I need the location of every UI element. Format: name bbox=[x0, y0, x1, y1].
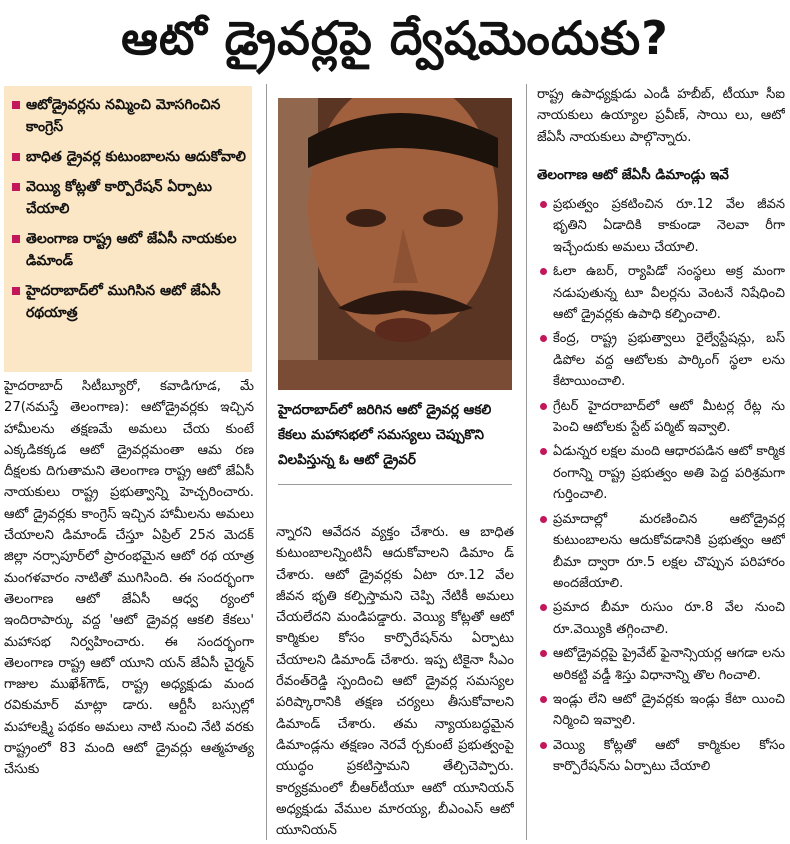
highlight-item: తెలంగాణ రాష్ట్ర ఆటో జేఏసీ నాయకుల డిమాండ్ bbox=[10, 228, 246, 272]
highlight-item: హైదరాబాద్‌లో ముగిసిన ఆటో జేఏసీ రథయాత్ర bbox=[10, 280, 246, 324]
driver-photo bbox=[278, 98, 512, 390]
highlight-item: బాధిత డ్రైవర్ల కుటుంబాలను ఆదుకోవాలి bbox=[10, 146, 246, 168]
demand-item: ప్రభుత్వం ప్రకటించిన రూ.12 వేల జీవన భృతిని ఏడాదికి కాకుండా నెలవా రీగా ఇచ్చేందుకు అమలు చేయాలి. bbox=[537, 194, 785, 258]
article-column-3: రాష్ట్ర ఉపాధ్యక్షుడు ఎండీ హబీబ్, టీయూ సీఐ నాయకులు ఉయ్యాల ప్రవీణ్, సాయి లు, ఆటో జేఏసీ నాయకులు పాల్గొన్నారు. bbox=[537, 87, 785, 145]
highlight-item: వెయ్యి కోట్లతో కార్పొరేషన్ ఏర్పాటు చేయాలి bbox=[10, 176, 246, 220]
demand-item: ఏడున్నర లక్షల మంది ఆధారపడిన ఆటో కార్మిక రంగాన్ని రాష్ట్ర ప్రభుత్వం అతి పెద్ద పరిశ్రమగా గుర్తించాలి. bbox=[537, 441, 785, 505]
column-divider bbox=[526, 84, 527, 840]
demand-item: ప్రమాద బీమా రుసుం రూ.8 వేల నుంచి రూ.వెయ్యికి తగ్గించాలి. bbox=[537, 597, 785, 640]
article-column-2: న్నారని ఆవేదన వ్యక్తం చేశారు. ఆ బాధిత కుటుంబాలన్నింటినీ ఆదుకోవాలని డిమాం డ్ చేశారు. ఆటో డ్రైవర్లకు ఏటా రూ.12 వేల జీవన భృతి కల్పిస్తామని చెప్పి నేటికీ అమలు చేయలేదని మండిపడ్డారు. వెయ్యి కోట్లతో ఆటో కార్మికుల కోసం కార్పొరేషన్‌ను ఏర్పాటు చేయాలని డిమాండ్ చేశారు. ఇప్ప టికైనా సీఎం రేవంత్‌రెడ్డి స్పందించి ఆటో డ్రైవర్ల సమస్యల పరిష్కారానికి తక్షణ చర్యలు తీసుకోవాలని డిమాండ్ చేశారు. తమ న్యాయబద్ధమైన డిమాండ్లను తక్షణం నెరవే ర్చకుంటే ప్రభుత్వంపై యుద్ధం ప్రకటిస్తామని తేల్చిచెప్పారు. కార్యక్రమంలో బీఆర్‌టీయూ ఆటో యూనియన్ అధ్యక్షుడు వేముల మారయ్య, బీఎంఎస్ ఆటో యూనియన్ bbox=[276, 525, 514, 839]
demand-item: ఆటోడ్రైవర్లపై ప్రైవేట్ ఫైనాన్సియర్ల ఆగడా లను అరికట్టి వడ్డీ శిస్తు విధానాన్ని తొల గించాలి. bbox=[537, 643, 785, 686]
demand-item: కేంద్ర, రాష్ట్ర ప్రభుత్వాలు రైల్వేస్టేషన్లు, బస్ డిపోల వద్ద ఆటోలకు పార్కింగ్ స్థలా లను కేటాయించాలి. bbox=[537, 328, 785, 392]
driver-portrait-image bbox=[278, 98, 512, 390]
demand-item: గ్రేటర్ హైదరాబాద్‌లో ఆటో మీటర్ల రేట్ల ను పెంచి ఆటోలకు స్టేట్ పర్మిట్ ఇవ్వాలి. bbox=[537, 396, 785, 439]
highlight-item: ఆటోడ్రైవర్లను నమ్మించి మోసగించిన కాంగ్రెస్ bbox=[10, 94, 246, 138]
column-divider bbox=[266, 84, 267, 840]
demands-title: తెలంగాణ ఆటో జేఏసీ డిమాండ్లు ఇవే bbox=[537, 167, 729, 183]
demands-list bbox=[537, 194, 785, 840]
highlights-box bbox=[4, 86, 252, 372]
demand-item: ప్రమాదాల్లో మరణించిన ఆటోడ్రైవర్ల కుటుంబాలను ఆదుకోవడానికి ప్రభుత్వం ఆటో బీమా ద్వారా రూ.5 లక్షల చొప్పున పరిహారం అందజేయాలి. bbox=[537, 509, 785, 595]
photo-caption: హైదరాబాద్‌లో జరిగిన ఆటో డ్రైవర్ల ఆకలి కేకలు మహాసభలో సమస్యలు చెప్పుకొని విలపిస్తున్న ఓ ఆటో డ్రైవర్ bbox=[278, 402, 492, 468]
caption-divider bbox=[278, 484, 512, 485]
demand-item: వెయ్యి కోట్లతో ఆటో కార్మికుల కోసం కార్పొరేషన్‌ను ఏర్పాటు చేయాలి bbox=[537, 735, 785, 778]
demand-item: ఇండ్లు లేని ఆటో డ్రైవర్లకు ఇండ్లు కేటా యించి నిర్మించి ఇవ్వాలి. bbox=[537, 689, 785, 732]
article-column-1: హైదరాబాద్ సిటీబ్యూరో, కవాడిగూడ, మే 27(నమస్తే తెలంగాణ): ఆటోడ్రైవర్లకు ఇచ్చిన హామీలను తక్షణమే అమలు చేయ కుంటే ఎక్కడికక్కడ ఆటో డ్రైవర్లమంతా ఆమ రణ దీక్షలకు దిగుతామని తెలంగాణ రాష్ట్ర ఆటో జేఏసీ నాయకులు రాష్ట్ర ప్రభుత్వాన్ని హెచ్చరించారు. ఆటో డ్రైవర్లకు కాంగ్రెస్ ఇచ్చిన హామీలను అమలు చేయాలని డిమాండ్ చేస్తూ ఏప్రిల్ 25న మెదక్ జిల్లా నర్సాపూర్‌లో ప్రారంభమైన ఆటో రథ యాత్ర మంగళవారం నాటితో ముగిసింది. ఈ సందర్భంగా తెలంగాణ ఆటో జేఏసీ ఆధ్వ ర్యంలో ఇందిరాపార్కు వద్ద 'ఆటో డ్రైవర్ల ఆకలి కేకలు' మహాసభ నిర్వహించారు. ఈ సందర్భంగా తెలంగాణ రాష్ట్ర ఆటో యూని యన్ జేఏసీ చైర్మన్ గాజుల ముఖేశ్‌గౌడ్, రాష్ట్ర అధ్యక్షుడు మంద రవికుమార్ మాట్లా డారు. ఆర్టీసీ బస్సుల్లో మహాలక్ష్మి పథకం అమలు నాటి నుంచి నేటి వరకు రాష్ట్రంలో 83 మంది ఆటో డ్రైవర్లు ఆత్మహత్య చేసుకు bbox=[4, 379, 254, 778]
demand-item: ఓలా ఉబర్, ర్యాపిడో సంస్థలు అక్ర మంగా నడుపుతున్న టూ వీలర్లను వెంటనే నిషేధించి ఆటో డ్రైవర్లకు ఉపాధి కల్పించాలి. bbox=[537, 261, 785, 325]
headline: ఆటో డ్రైవర్లపై ద్వేషమెందుకు? bbox=[121, 11, 669, 65]
